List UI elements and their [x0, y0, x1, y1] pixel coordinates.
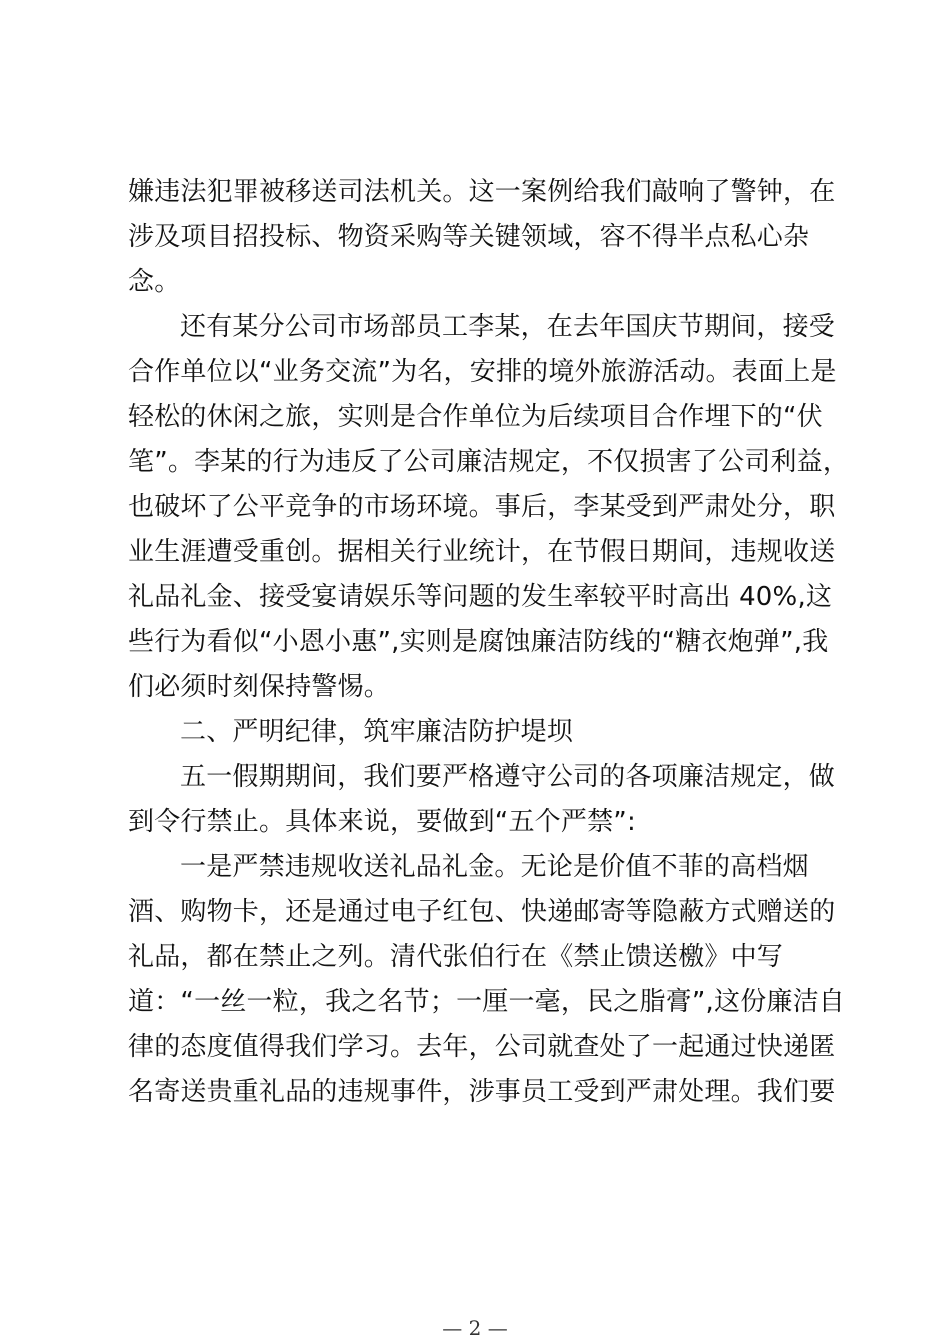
text-line: 业生涯遭受重创。据相关行业统计，在节假日期间，违规收送	[128, 537, 836, 567]
text-line: 一是严禁违规收送礼品礼金。无论是价值不菲的高档烟	[180, 852, 809, 882]
text-line: 合作单位以“业务交流”为名，安排的境外旅游活动。表面上是	[128, 357, 837, 387]
text-line: 酒、购物卡，还是通过电子红包、快递邮寄等隐蔽方式赠送的	[128, 897, 836, 927]
text-line: 们必须时刻保持警惕。	[128, 672, 391, 702]
page-number: — 2 —	[442, 1316, 508, 1340]
text-line: 律的态度值得我们学习。去年，公司就查处了一起通过快递匿	[128, 1032, 836, 1062]
text-line: 名寄送贵重礼品的违规事件，涉事员工受到严肃处理。我们要	[128, 1077, 836, 1107]
text-line: 礼品，都在禁止之列。清代张伯行在《禁止馈送檄》中写	[128, 942, 784, 972]
text-line: 涉及项目招投标、物资采购等关键领域，容不得半点私心杂	[128, 222, 810, 252]
text-line: 道：“一丝一粒，我之名节；一厘一毫，民之脂膏”,这份廉洁自	[128, 987, 846, 1017]
section-heading	[128, 710, 820, 755]
text-line: 到令行禁止。具体来说，要做到“五个严禁”:	[128, 807, 636, 837]
text-line: 还有某分公司市场部员工李某，在去年国庆节期间，接受	[180, 312, 836, 342]
text-line: 笔”。李某的行为违反了公司廉洁规定，不仅损害了公司利益，	[128, 447, 850, 477]
text-line: 些行为看似“小恩小惠”,实则是腐蚀廉洁防线的“糖衣炮弹”,我	[128, 627, 829, 657]
text-line: 礼品礼金、接受宴请娱乐等问题的发生率较平时高出 40%,这	[128, 582, 833, 612]
paragraph	[128, 305, 850, 710]
document-body	[128, 170, 850, 1115]
text-line: 也破坏了公平竞争的市场环境。事后，李某受到严肃处分，职	[128, 492, 836, 522]
text-line: 念。	[128, 267, 181, 297]
paragraph	[128, 845, 846, 1115]
heading-text: 二、严明纪律，筑牢廉洁防护堤坝	[180, 717, 574, 747]
text-line: 五一假期期间，我们要严格遵守公司的各项廉洁规定，做	[180, 762, 836, 792]
text-line: 轻松的休闲之旅，实则是合作单位为后续项目合作埋下的“伏	[128, 402, 823, 432]
paragraph	[128, 755, 836, 845]
paragraph	[128, 170, 836, 305]
text-line: 嫌违法犯罪被移送司法机关。这一案例给我们敲响了警钟，在	[128, 177, 836, 207]
